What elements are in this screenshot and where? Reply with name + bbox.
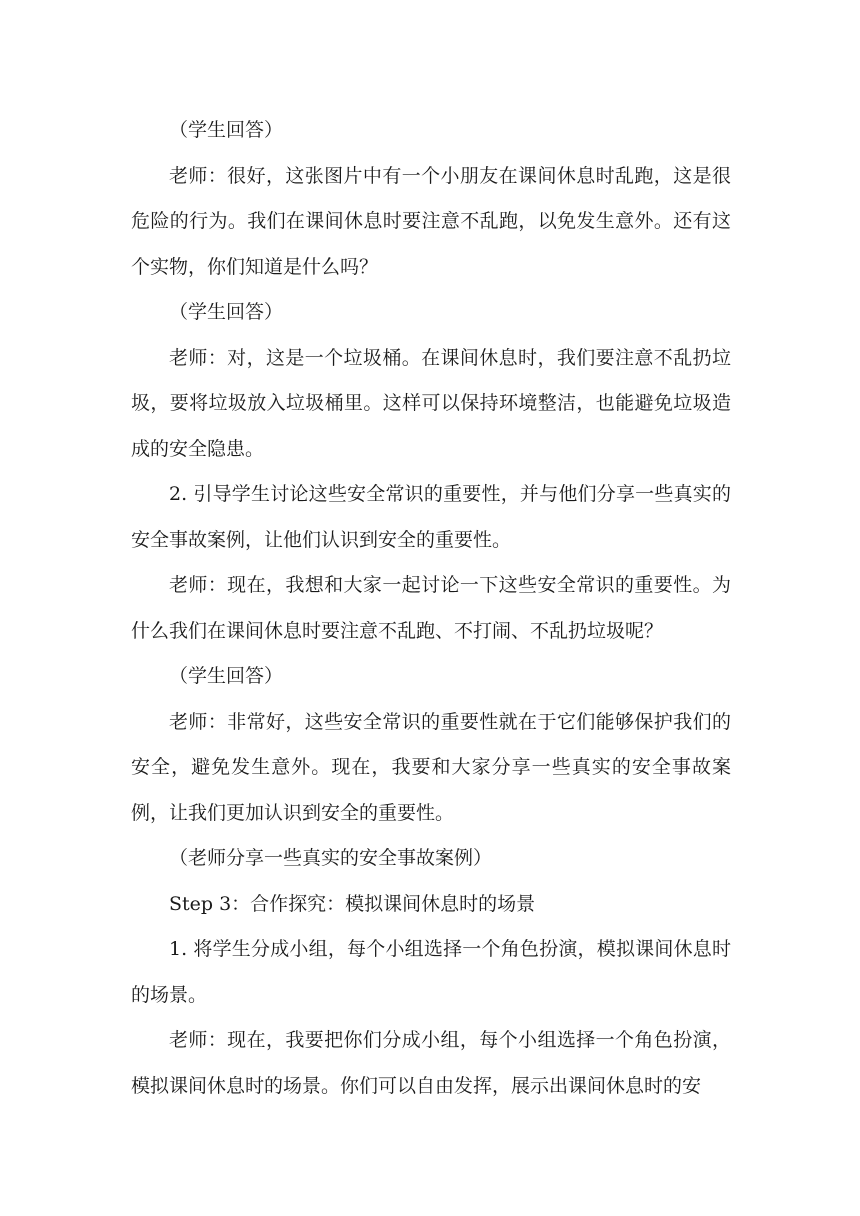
paragraph-teacher-running: 老师：很好，这张图片中有一个小朋友在课间休息时乱跑，这是很危险的行为。我们在课间休息时要注意不乱跑，以免发生意外。还有这个实物，你们知道是什么吗？: [131, 164, 731, 278]
paragraph-student-answer: （学生回答）: [169, 301, 284, 323]
paragraph-teacher-cases: 老师：非常好，这些安全常识的重要性就在于它们能够保护我们的安全，避免发生意外。现在，我要和大家分享一些真实的安全事故案例，让我们更加认识到安全的重要性。: [131, 710, 731, 824]
paragraph-student-answer: （学生回答）: [169, 665, 284, 687]
paragraph-discussion-step: 2. 引导学生讨论这些安全常识的重要性，并与他们分享一些真实的安全事故案例，让他们认识到安全的重要性。: [131, 483, 731, 551]
paragraph-teacher-shares-cases: （老师分享一些真实的安全事故案例）: [169, 847, 493, 869]
paragraph-teacher-groups: 老师：现在，我要把你们分成小组，每个小组选择一个角色扮演，模拟课间休息时的场景。你们可以自由发挥，展示出课间休息时的安: [131, 1029, 731, 1097]
paragraph-teacher-trash-can: 老师：对，这是一个垃圾桶。在课间休息时，我们要注意不乱扔垃圾，要将垃圾放入垃圾桶里。这样可以保持环境整洁，也能避免垃圾造成的安全隐患。: [131, 346, 731, 460]
paragraph-student-answer: （学生回答）: [169, 119, 284, 141]
document-body: [131, 108, 731, 1109]
paragraph-teacher-discussion: 老师：现在，我想和大家一起讨论一下这些安全常识的重要性。为什么我们在课间休息时要注意不乱跑、不打闹、不乱扔垃圾呢？: [131, 574, 731, 642]
paragraph-group-roleplay: 1. 将学生分成小组，每个小组选择一个角色扮演，模拟课间休息时的场景。: [131, 938, 731, 1006]
section-heading-step-3: Step 3：合作探究：模拟课间休息时的场景: [169, 892, 536, 915]
